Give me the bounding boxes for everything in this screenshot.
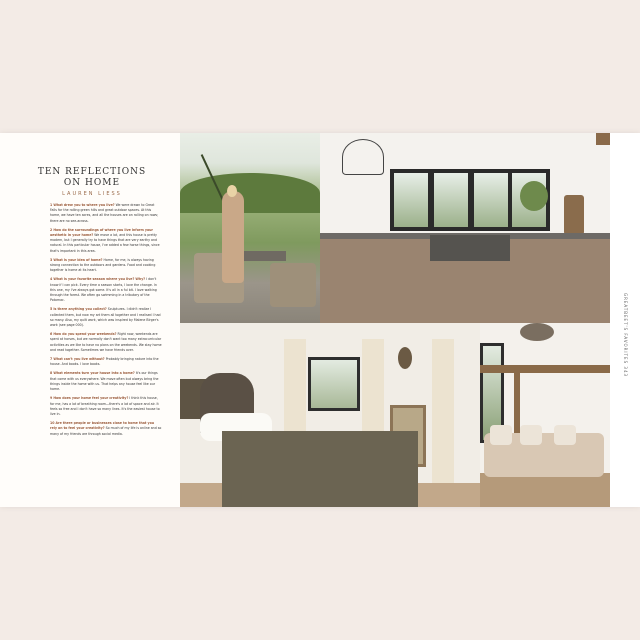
living-room-photo: [480, 323, 610, 507]
running-head: [614, 293, 634, 378]
article-title: [22, 167, 162, 189]
chandelier: [342, 139, 384, 175]
question: 6 How do you spend your weekends?: [50, 332, 117, 337]
cushion: [554, 425, 576, 445]
window-pane: [394, 173, 428, 227]
qa-item: [50, 203, 162, 224]
answer: Sculptures. I didn't realize I collected them, but now my art them all together and I realised I had so many. Also, my quilt work, which was inspired by Malene Birger's work (see page 000).: [50, 307, 161, 328]
question: 4 What is your favorite season where you live? Why?: [50, 277, 146, 282]
ceiling-beam: [596, 133, 610, 145]
qa-item: [50, 357, 162, 367]
wall-decor: [398, 347, 412, 369]
wicker-chair: [270, 263, 316, 307]
window-pane: [434, 173, 468, 227]
qa-item: [50, 371, 162, 392]
curtain: [432, 339, 454, 485]
question: 1 What drew you to where you live?: [50, 203, 115, 207]
kitchen-photo: [320, 133, 610, 323]
question: 2 How do the surroundings of where you live inform your aesthetic in your home?: [50, 227, 153, 238]
qa-item: [50, 396, 162, 417]
question: 5 Is there anything you collect?: [50, 307, 107, 312]
question: 7 What can't you live without?: [50, 357, 105, 362]
qa-item: [50, 228, 162, 254]
answer: I think this house, for me, has a lot of breathing room—there's a lot of space and air. It feels so free and I don't have so many lines. It's the easiest house to live in.: [50, 396, 160, 416]
qa-list: [50, 203, 162, 441]
cutting-board: [564, 195, 584, 235]
article-byline: LAUREN LIESS: [62, 191, 122, 197]
answer: It's our things that come with us everywhere. We move often but always bring the things inside the home with us. That helps any house feel like our home.: [50, 371, 159, 392]
rug: [480, 473, 610, 507]
qa-item: [50, 277, 162, 303]
window-pane: [474, 173, 508, 227]
bed-quilt: [222, 431, 418, 507]
ceiling-beam: [480, 365, 610, 373]
cushion: [490, 425, 512, 445]
potted-plant: [520, 181, 548, 211]
running-head-text: GREATBEET'S FAVORITES 343: [623, 293, 628, 378]
qa-item: [50, 332, 162, 353]
answer: I don't know if I can pick. Every time a season starts, I love the change. In this one, my I've always got some. It's all in a ful bit. I love walking through the forest. We often go swimming in a tributary of the Potomac.: [50, 277, 157, 303]
question: 8 What elements turn your house into a home?: [50, 371, 135, 376]
qa-item: [50, 307, 162, 328]
answer: We move a lot, and this house is pretty modern, but I generally try to have things that are very earthy and natural. In this particular house, I've added a few horse things, since that's important in this area.: [50, 233, 160, 253]
answer: Probably bringing nature into the house. And books. I love books.: [50, 357, 159, 367]
bedroom-window: [308, 357, 360, 411]
farmhouse-sink: [430, 235, 510, 261]
answer: Home, for me, is always having strong connection to the outdoors and gardens. Food and cooking together is home at its heart.: [50, 257, 156, 273]
garden-photo: [180, 133, 320, 323]
answer: So much of my life is online and so many of my friends are through social media.: [50, 426, 162, 436]
article-text-column: [0, 133, 180, 507]
answer: Right now, weekends are spent at horses, but we normally don't want too many extracurricular activities as we like to have no plans on the weekends. We stay home and read together. Sometimes we have friends over.: [50, 332, 162, 352]
cushion: [520, 425, 542, 445]
magazine-spread: [0, 133, 640, 507]
answer: We were drawn to Great Falls for the rolling green hills and great outdoor spaces. At this home, we have ten acres, and all the houses are on rolling on rows; there are no see-across.: [50, 203, 159, 223]
title-line-1: TEN REFLECTIONS: [37, 167, 147, 177]
woman-figure: [222, 191, 244, 283]
question: 3 What is your idea of home?: [50, 257, 103, 262]
qa-item: [50, 258, 162, 274]
question: 10 Are there people or businesses close to home that you rely on to feel your creativity?: [50, 421, 155, 431]
qa-item: [50, 421, 162, 437]
title-line-2: ON HOME: [63, 178, 121, 188]
bedroom-photo: [180, 323, 480, 507]
ceiling-ornament: [520, 323, 554, 341]
woman-head: [227, 185, 237, 197]
question: 9 How does your home feel your creativity?: [50, 396, 129, 401]
